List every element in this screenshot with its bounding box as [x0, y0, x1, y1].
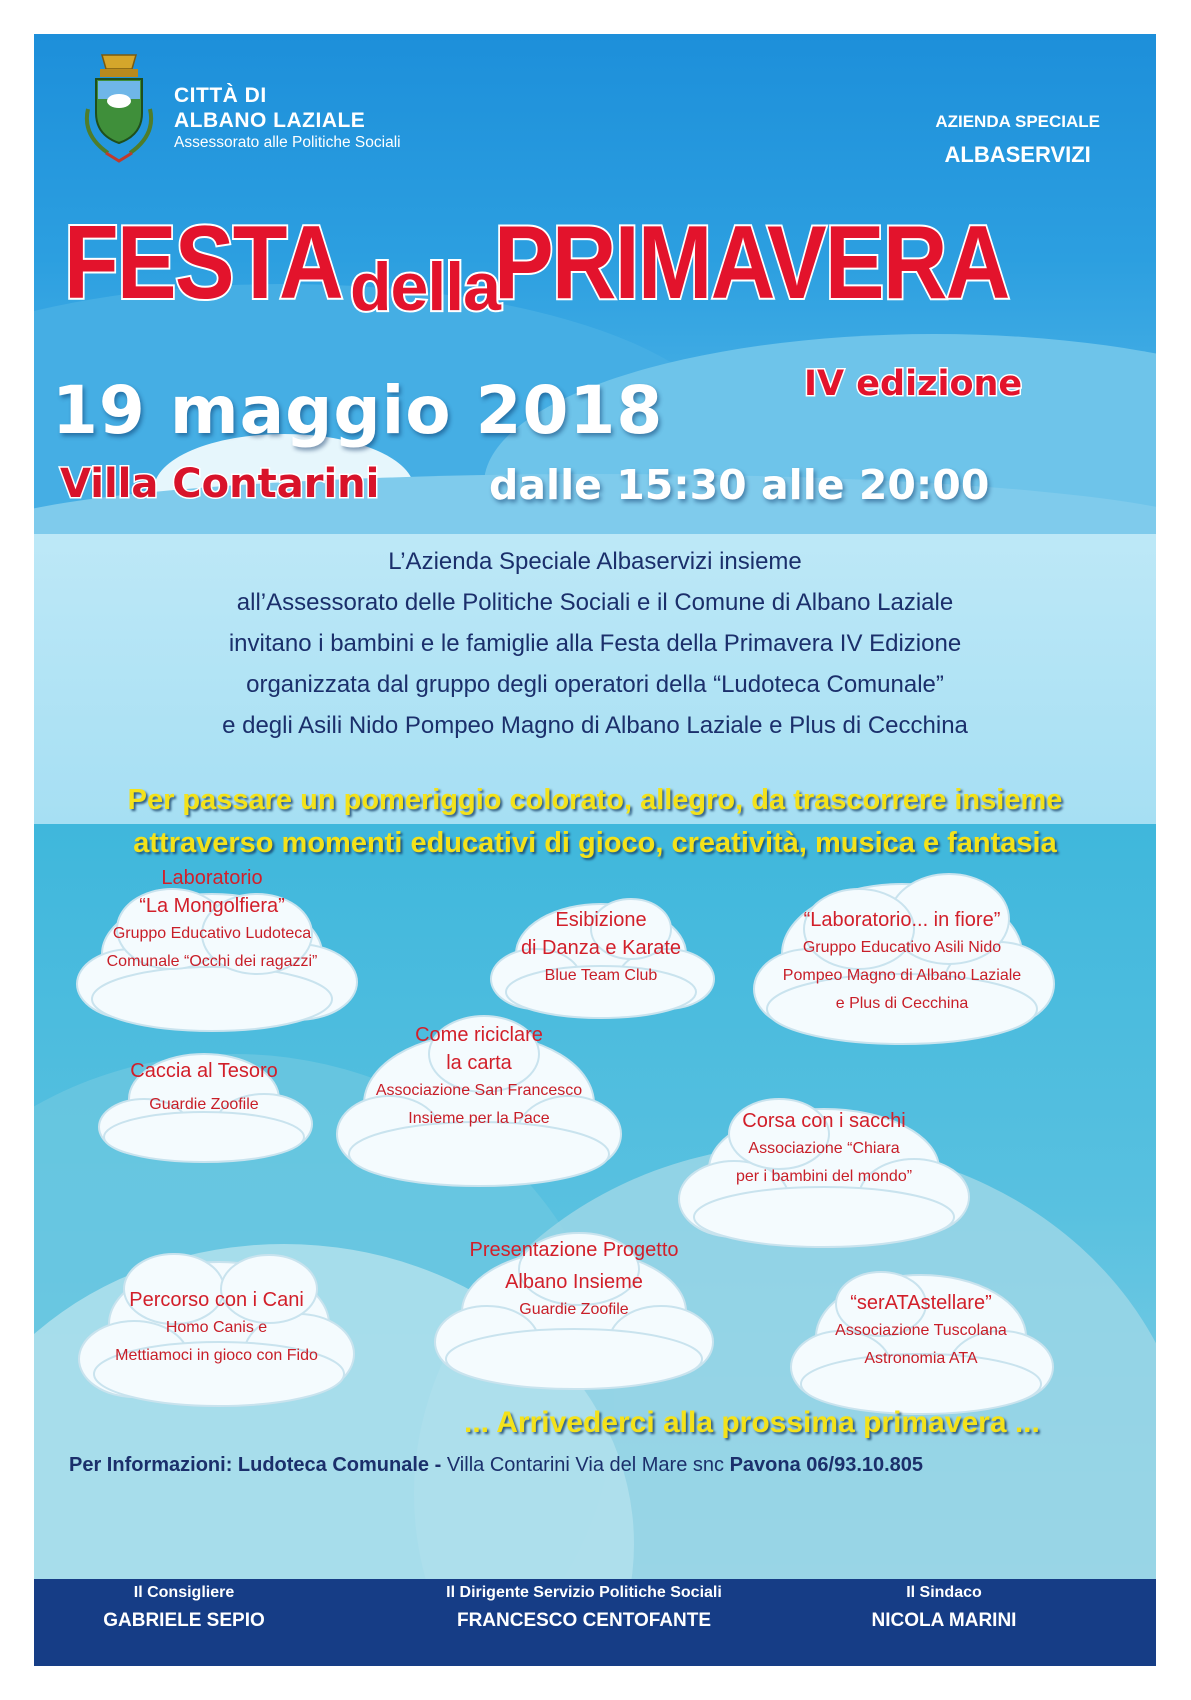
title-word-della: della [350, 249, 500, 325]
slogan [34, 779, 1156, 865]
activity-title: Laboratorio [161, 867, 263, 889]
activity-title: Caccia al Tesoro [130, 1060, 278, 1082]
event-date: 19 maggio 2018 [52, 372, 664, 449]
intro-text [34, 541, 1156, 746]
info-address: Villa Contarini Via del Mare snc [446, 1454, 725, 1476]
intro-line: e degli Asili Nido Pompeo Magno di Albano Laziale e Plus di Cecchina [222, 712, 968, 739]
company-line-1: AZIENDA SPECIALE [935, 112, 1100, 131]
signature-director [364, 1584, 804, 1632]
activity-organizer: Associazione Tuscolana [835, 1322, 1007, 1339]
activity-organizer: Associazione “Chiara [748, 1140, 900, 1157]
info-label: Per Informazioni: Ludoteca Comunale - [69, 1454, 442, 1476]
activity-cloud-serata [786, 1249, 1056, 1424]
activity-organizer: Guardie Zoofile [149, 1096, 259, 1113]
activity-organizer: Guardie Zoofile [519, 1301, 629, 1318]
activity-cloud-sacchi [674, 1079, 974, 1254]
slogan-line: Per passare un pomeriggio colorato, allegro, da trascorrere insieme [127, 784, 1063, 816]
slogan-line: attraverso momenti educativi di gioco, creatività, musica e fantasia [133, 827, 1057, 859]
signature-name: NICOLA MARINI [871, 1610, 1017, 1631]
signature-councillor [74, 1584, 294, 1632]
intro-line: organizzata dal gruppo degli operatori della “Ludoteca Comunale” [246, 671, 944, 698]
activity-organizer: Insieme per la Pace [408, 1110, 550, 1127]
activity-title: Percorso con i Cani [129, 1289, 304, 1311]
company-line-2: ALBASERVIZI [944, 142, 1091, 167]
company-label [935, 112, 1100, 168]
activity-title: la carta [446, 1052, 512, 1074]
signature-mayor [834, 1584, 1054, 1632]
intro-line: all’Assessorato delle Politiche Sociali e il Comune di Albano Laziale [236, 589, 954, 616]
activity-title: “La Mongolfiera” [139, 895, 285, 917]
activity-cloud-fiore [749, 854, 1055, 1054]
intro-line: invitano i bambini e le famiglie alla Festa della Primavera IV Edizione [228, 630, 962, 657]
activity-organizer: e Plus di Cecchina [835, 995, 969, 1012]
signature-name: GABRIELE SEPIO [103, 1610, 265, 1631]
activity-cloud-danza [481, 884, 721, 1024]
event-place: Villa Contarini [60, 461, 380, 507]
activity-organizer: Astronomia ATA [864, 1350, 978, 1367]
event-hours: dalle 15:30 alle 20:00 [489, 461, 990, 509]
activity-cloud-carta [334, 1009, 624, 1199]
city-line-2: ALBANO LAZIALE [174, 108, 366, 132]
activity-title: Presentazione Progetto [469, 1239, 679, 1261]
activity-title: di Danza e Karate [520, 937, 682, 959]
edition-label: IV edizione [804, 364, 1023, 404]
activity-organizer: Associazione San Francesco [375, 1082, 583, 1099]
signature-role: Il Consigliere [133, 1584, 235, 1601]
activity-organizer: Mettiamoci in gioco con Fido [115, 1347, 318, 1364]
intro-line: L’Azienda Speciale Albaservizi insieme [388, 548, 802, 575]
activity-title: Corsa con i sacchi [742, 1110, 906, 1132]
signature-name: FRANCESCO CENTOFANTE [456, 1610, 712, 1631]
signature-role: Il Sindaco [906, 1584, 982, 1601]
activity-organizer: per i bambini del mondo” [735, 1168, 913, 1185]
title-word-primavera: PRIMAVERA [494, 205, 1009, 321]
signature-role: Il Dirigente Servizio Politiche Sociali [446, 1584, 722, 1601]
activity-title: “serATAstellare” [850, 1292, 992, 1314]
activity-organizer: Gruppo Educativo Ludoteca [112, 925, 312, 942]
activity-organizer: Blue Team Club [544, 967, 658, 984]
coat-of-arms-icon [80, 49, 158, 169]
activity-cloud-mongolfiera [62, 864, 362, 1039]
city-label [174, 84, 401, 152]
activity-title: Albano Insieme [505, 1271, 643, 1293]
activity-title: Esibizione [555, 909, 647, 931]
info-phone: Pavona 06/93.10.805 [729, 1454, 924, 1476]
activity-cloud-cani [74, 1234, 359, 1414]
activity-organizer: Homo Canis e [165, 1319, 268, 1336]
title-word-festa: FESTA [64, 205, 342, 321]
contact-info [69, 1454, 1156, 1477]
activity-organizer: Gruppo Educativo Asili Nido [802, 939, 1002, 956]
closing-message: ... Arrivederci alla prossima primavera ... [464, 1406, 1040, 1439]
city-line-1: CITTÀ DI [174, 84, 267, 107]
activity-cloud-tesoro [89, 1039, 319, 1169]
activity-organizer: Pompeo Magno di Albano Laziale [782, 967, 1022, 984]
activity-cloud-progetto [429, 1224, 719, 1399]
city-line-3: Assessorato alle Politiche Sociali [174, 133, 401, 151]
poster [34, 34, 1156, 1666]
activity-title: “Laboratorio... in fiore” [803, 909, 1001, 931]
activity-organizer: Comunale “Occhi dei ragazzi” [106, 953, 318, 970]
activity-title: Come riciclare [415, 1024, 543, 1046]
